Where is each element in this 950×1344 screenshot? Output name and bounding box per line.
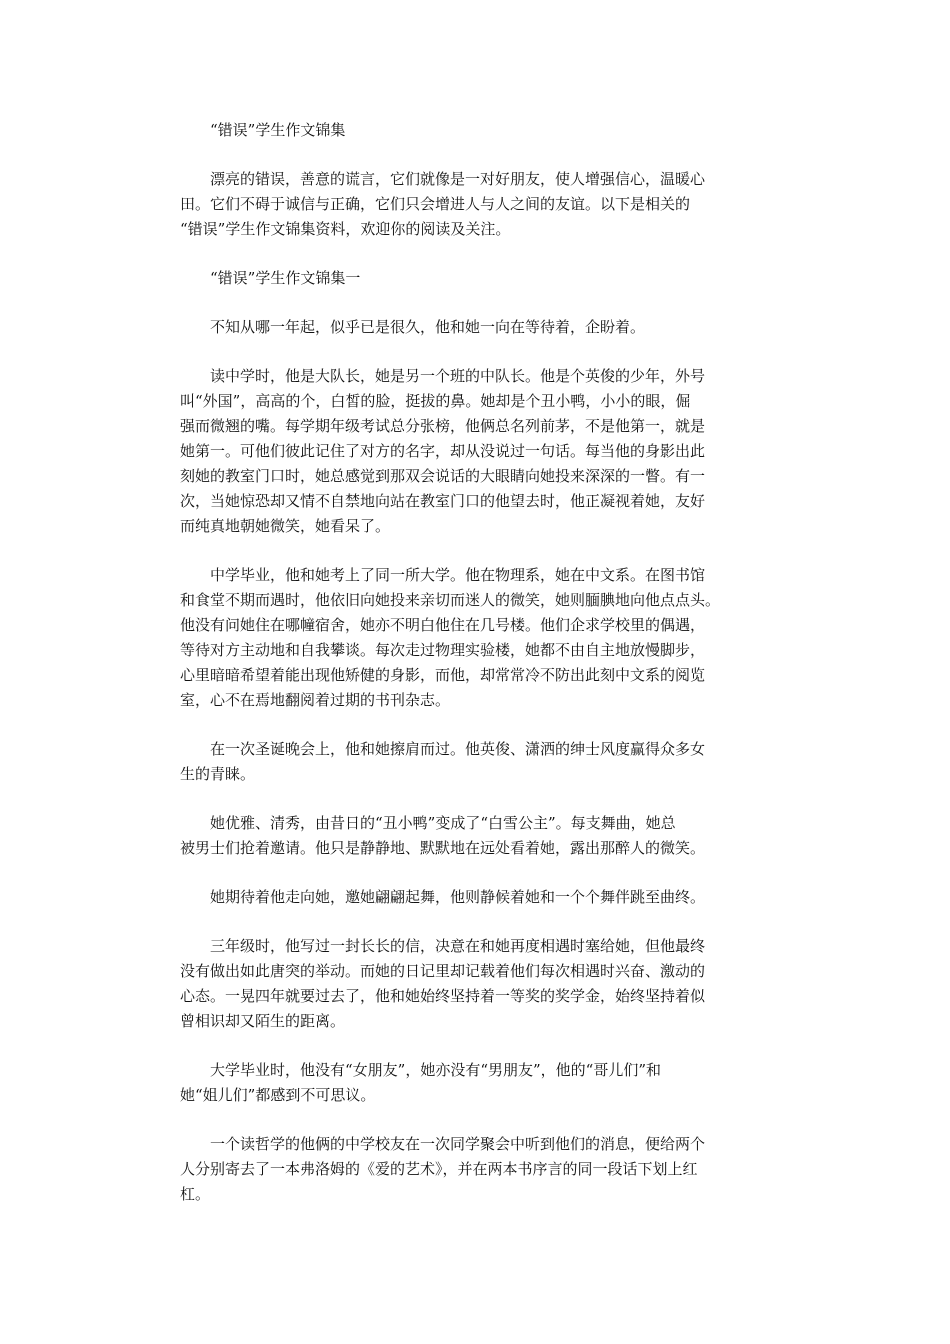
document-page	[180, 118, 780, 1231]
body-paragraph: 在一次圣诞晚会上，他和她擦肩而过。他英俊、潇洒的绅士风度赢得众多女 生的青睐。	[180, 740, 706, 783]
body-paragraph: 读中学时，他是大队长，她是另一个班的中队长。他是个英俊的少年，外号 叫“外国”，高高的个，白皙的脸，挺拔的鼻。她却是个丑小鸭，小小的眼，倔 强而微翘的嘴。每学期年级考试总分张榜，他俩总名列前茅，不是他第一，就是 她第一。可他们彼此记住了对方的名字，却从没说过一句话。每当他的身影出此 刻她的教室门口时，她总感觉到那双会说话的大眼睛向她投来深深的一瞥。有一 次，当她惊恐却又情不自禁地向站在教室门口的他望去时，他正凝视着她，友好 而纯真地朝她微笑，她看呆了。	[180, 367, 706, 535]
intro-paragraph: 漂亮的错误，善意的谎言，它们就像是一对好朋友，使人增强信心，温暖心 田。它们不碍于诚信与正确，它们只会增进人与人之间的友谊。以下是相关的 “错误”学生作文锦集资料，欢迎你的阅读及关注。	[180, 170, 706, 238]
body-paragraph: 不知从哪一年起，似乎已是很久，他和她一向在等待着，企盼着。	[210, 318, 646, 336]
body-paragraph: 三年级时，他写过一封长长的信，决意在和她再度相遇时塞给她，但他最终 没有做出如此唐突的举动。而她的日记里却记载着他们每次相遇时兴奋、激动的 心态。一晃四年就要过去了，他和她始终坚持着一等奖的奖学金，始终坚持着似 曾相识却又陌生的距离。	[180, 937, 706, 1030]
body-paragraph: 她期待着他走向她，邀她翩翩起舞，他则静候着她和一个个舞伴跳至曲终。	[210, 888, 706, 906]
section-title: “错误”学生作文锦集一	[210, 269, 361, 287]
body-paragraph: 大学毕业时，他没有“女朋友”，她亦没有“男朋友”，他的“哥儿们”和 她“姐儿们”都感到不可思议。	[180, 1061, 662, 1104]
document-title: “错误”学生作文锦集	[210, 121, 346, 139]
body-paragraph: 她优雅、清秀，由昔日的“丑小鸭”变成了“白雪公主”。每支舞曲，她总 被男士们抢着邀请。他只是静静地、默默地在远处看着她，露出那醉人的微笑。	[180, 814, 706, 857]
body-paragraph: 一个读哲学的他俩的中学校友在一次同学聚会中听到他们的消息，便给两个 人分别寄去了一本弗洛姆的《爱的艺术》，并在两本书序言的同一段话下划上红 杠。	[180, 1135, 706, 1203]
body-paragraph: 中学毕业，他和她考上了同一所大学。他在物理系，她在中文系。在图书馆 和食堂不期而遇时，他依旧向她投来亲切而迷人的微笑，她则腼腆地向他点点头。 他没有问她住在哪幢宿舍，她亦不明白他住在几号楼。他们企求学校里的偶遇， 等待对方主动地和自我攀谈。每次走过物理实验楼，她都不由自主地放慢脚步， 心里暗暗希望着能出现他矫健的身影，而他，却常常冷不防出此刻中文系的阅览 室，心不在焉地翻阅着过期的书刊杂志。	[180, 566, 721, 709]
